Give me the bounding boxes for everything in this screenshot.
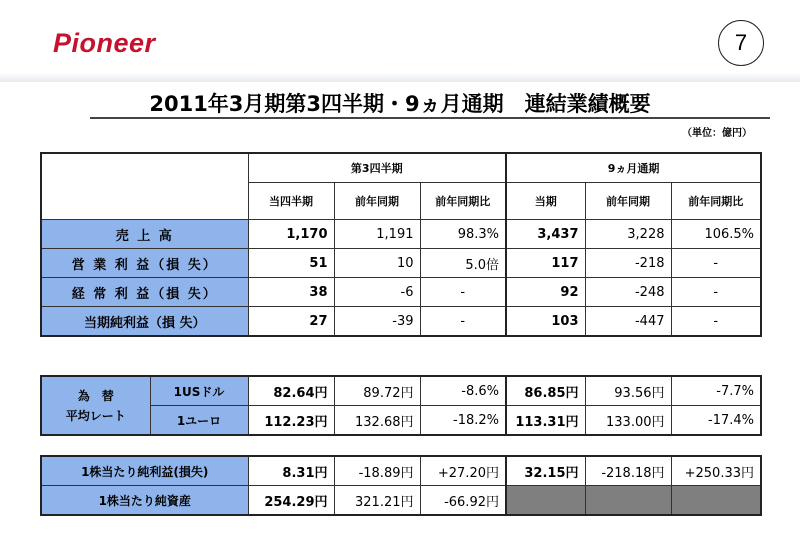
fx-label-line1: 為 替 (77, 388, 114, 403)
row-label-operating-income: 営 業 利 益（損 失） (41, 249, 248, 278)
table-cell: -248 (585, 278, 671, 307)
table-cell: -66.92円 (420, 486, 506, 516)
table-row (41, 220, 761, 249)
table-cell: 112.23円 (248, 406, 334, 436)
table-cell: -218 (585, 249, 671, 278)
table-cell: -18.2% (420, 406, 506, 436)
blank-cell (506, 486, 585, 516)
col-header: 当期 (506, 183, 585, 220)
table-cell: +27.20円 (420, 456, 506, 486)
table-cell: -447 (585, 307, 671, 337)
corner-cell (41, 153, 248, 220)
table-cell: 32.15円 (506, 456, 585, 486)
table-row (41, 456, 761, 486)
table-cell: 117 (506, 249, 585, 278)
table-cell: - (671, 278, 761, 307)
table-cell: -7.7% (671, 376, 761, 406)
table-row (41, 278, 761, 307)
row-label-bps: 1株当たり純資産 (41, 486, 248, 516)
table-cell: -17.4% (671, 406, 761, 436)
table-cell: 27 (248, 307, 334, 337)
currency-usd: 1USドル (150, 376, 248, 406)
group-header-q3: 第3四半期 (248, 153, 506, 183)
table-cell: -18.89円 (334, 456, 420, 486)
table-cell: -39 (334, 307, 420, 337)
table-cell: 1,191 (334, 220, 420, 249)
pioneer-logo: Pioneer (53, 28, 156, 58)
col-header: 当四半期 (248, 183, 334, 220)
table-cell: 133.00円 (585, 406, 671, 436)
table-cell: - (671, 249, 761, 278)
row-label-sales: 売 上 高 (41, 220, 248, 249)
table-cell: 86.85円 (506, 376, 585, 406)
table-cell: 254.29円 (248, 486, 334, 516)
table-cell: +250.33円 (671, 456, 761, 486)
group-header-9m: 9ヵ月通期 (506, 153, 761, 183)
table-cell: 113.31円 (506, 406, 585, 436)
table-cell: 98.3% (420, 220, 506, 249)
table-cell: -8.6% (420, 376, 506, 406)
table-row (41, 486, 761, 516)
page-number: 7 (718, 20, 764, 66)
table-cell: - (671, 307, 761, 337)
table-cell: 321.21円 (334, 486, 420, 516)
fx-label (41, 376, 150, 435)
table-cell: 8.31円 (248, 456, 334, 486)
table-cell: 89.72円 (334, 376, 420, 406)
table-cell: - (420, 278, 506, 307)
col-header: 前年同期 (334, 183, 420, 220)
table-cell: 92 (506, 278, 585, 307)
col-header: 前年同期 (585, 183, 671, 220)
currency-eur: 1ユーロ (150, 406, 248, 436)
results-table (40, 152, 762, 337)
header-band (0, 72, 800, 82)
fx-rate-table (40, 375, 762, 436)
table-cell: 10 (334, 249, 420, 278)
table-cell: 82.64円 (248, 376, 334, 406)
table-cell: 3,228 (585, 220, 671, 249)
table-cell: 5.0倍 (420, 249, 506, 278)
table-cell: 1,170 (248, 220, 334, 249)
table-cell: - (420, 307, 506, 337)
table-row (41, 307, 761, 337)
col-header: 前年同期比 (420, 183, 506, 220)
row-label-eps: 1株当たり純利益(損失) (41, 456, 248, 486)
table-cell: -6 (334, 278, 420, 307)
unit-note: （単位：億円） (682, 128, 752, 139)
page-title: 2011年3月期第3四半期・9ヵ月通期 連結業績概要 (149, 92, 651, 116)
blank-cell (671, 486, 761, 516)
row-label-net-income: 当期純利益（損 失） (41, 307, 248, 337)
table-cell: 51 (248, 249, 334, 278)
table-row (41, 249, 761, 278)
table-cell: -218.18円 (585, 456, 671, 486)
table-cell: 103 (506, 307, 585, 337)
fx-label-line2: 平均レート (65, 408, 126, 423)
per-share-table (40, 455, 762, 516)
table-cell: 106.5% (671, 220, 761, 249)
table-cell: 3,437 (506, 220, 585, 249)
row-label-ordinary-income: 経 常 利 益（損 失） (41, 278, 248, 307)
col-header: 前年同期比 (671, 183, 761, 220)
table-row (41, 376, 761, 406)
blank-cell (585, 486, 671, 516)
title-underline (90, 117, 770, 119)
table-cell: 93.56円 (585, 376, 671, 406)
table-cell: 132.68円 (334, 406, 420, 436)
table-cell: 38 (248, 278, 334, 307)
